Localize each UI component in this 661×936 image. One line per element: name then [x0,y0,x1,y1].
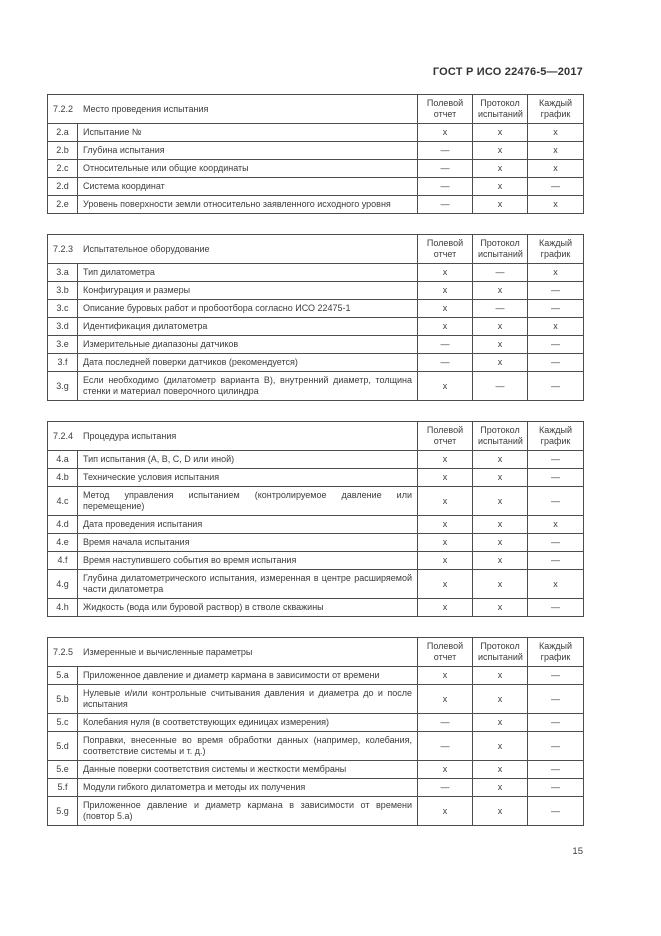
row-description: Данные поверки соответствия системы и жесткости мембраны [78,761,418,779]
mark-cell: x [473,282,528,300]
mark-cell: x [473,178,528,196]
row-description: Жидкость (вода или буровой раствор) в стволе скважины [78,599,418,617]
table-row [48,487,584,516]
row-description: Метод управления испытанием (контролируемое давление или перемещение) [78,487,418,516]
row-id: 4.e [48,534,78,552]
column-header: Протокол испытаний [473,638,528,667]
row-description: Дата проведения испытания [78,516,418,534]
mark-cell: — [528,714,584,732]
row-id: 5.g [48,797,78,826]
table-header-row [48,422,584,451]
table-row [48,178,584,196]
mark-cell: x [473,797,528,826]
mark-cell: — [528,552,584,570]
row-id: 4.g [48,570,78,599]
tables-container [47,94,583,826]
row-description: Идентификация дилатометра [78,318,418,336]
page-number: 15 [572,846,583,857]
table-row [48,300,584,318]
mark-cell: x [473,570,528,599]
row-description: Модули гибкого дилатометра и методы их получения [78,779,418,797]
row-description: Приложенное давление и диаметр кармана в зависимости от времени (повтор 5.а) [78,797,418,826]
row-id: 5.e [48,761,78,779]
table-row [48,516,584,534]
mark-cell: — [528,599,584,617]
mark-cell: x [418,264,473,282]
mark-cell: — [528,534,584,552]
mark-cell: x [528,570,584,599]
mark-cell: — [528,667,584,685]
table-row [48,469,584,487]
mark-cell: — [528,779,584,797]
table-row [48,264,584,282]
row-description: Время наступившего события во время испытания [78,552,418,570]
row-id: 3.f [48,354,78,372]
table-row [48,570,584,599]
mark-cell: x [418,124,473,142]
mark-cell: x [473,667,528,685]
table-row [48,552,584,570]
row-description: Уровень поверхности земли относительно заявленного исходного уровня [78,196,418,214]
row-description: Поправки, внесенные во время обработки данных (например, колебания, соответствие системы и т. д.) [78,732,418,761]
mark-cell: x [473,685,528,714]
section-number: 7.2.5 [53,646,74,657]
row-id: 2.b [48,142,78,160]
row-id: 2.c [48,160,78,178]
table-row [48,451,584,469]
row-description: Дата последней поверки датчиков (рекомендуется) [78,354,418,372]
table-row [48,761,584,779]
row-id: 2.d [48,178,78,196]
mark-cell: x [418,300,473,318]
table-header-row [48,95,584,124]
column-header: Каждый график [528,95,584,124]
mark-cell: x [528,318,584,336]
mark-cell: x [473,336,528,354]
row-description: Относительные или общие координаты [78,160,418,178]
section-header-cell [48,235,418,264]
mark-cell: x [473,196,528,214]
mark-cell: x [418,685,473,714]
table-row [48,142,584,160]
row-description: Тип дилатометра [78,264,418,282]
row-description: Глубина дилатометрического испытания, измеренная в центре расширяемой части дилатометра [78,570,418,599]
mark-cell: x [418,469,473,487]
mark-cell: x [473,487,528,516]
column-header: Полевой отчет [418,422,473,451]
table-row [48,282,584,300]
mark-cell: — [528,300,584,318]
column-header: Протокол испытаний [473,235,528,264]
row-description: Если необходимо (дилатометр варианта В), внутренний диаметр, толщина стенки и материал поверочного цилиндра [78,372,418,401]
mark-cell: — [528,469,584,487]
row-id: 4.d [48,516,78,534]
mark-cell: x [418,516,473,534]
table-row [48,372,584,401]
mark-cell: x [473,761,528,779]
mark-cell: x [473,552,528,570]
table-row [48,354,584,372]
section-header-cell [48,638,418,667]
row-id: 5.b [48,685,78,714]
table-row [48,336,584,354]
mark-cell: x [528,516,584,534]
mark-cell: — [528,685,584,714]
mark-cell: x [473,779,528,797]
row-id: 5.d [48,732,78,761]
table-row [48,196,584,214]
row-description: Приложенное давление и диаметр кармана в зависимости от времени [78,667,418,685]
row-id: 3.a [48,264,78,282]
column-header: Каждый график [528,235,584,264]
mark-cell: x [473,451,528,469]
row-description: Нулевые и/или контрольные считывания давления и диаметра до и после испытания [78,685,418,714]
row-id: 3.g [48,372,78,401]
mark-cell: x [418,451,473,469]
mark-cell: — [528,451,584,469]
row-description: Время начала испытания [78,534,418,552]
mark-cell: — [418,160,473,178]
doc-code: ГОСТ Р ИСО 22476-5—2017 [432,66,583,78]
requirements-table [47,234,584,401]
section-title: Место проведения испытания [83,103,209,114]
mark-cell: — [473,264,528,282]
table-header-row [48,235,584,264]
mark-cell: — [418,732,473,761]
mark-cell: — [418,196,473,214]
row-id: 4.b [48,469,78,487]
row-id: 4.c [48,487,78,516]
row-description: Конфигурация и размеры [78,282,418,300]
row-id: 3.c [48,300,78,318]
mark-cell: x [418,667,473,685]
row-description: Система координат [78,178,418,196]
mark-cell: x [473,160,528,178]
mark-cell: — [418,178,473,196]
table-row [48,685,584,714]
row-id: 3.e [48,336,78,354]
table-row [48,160,584,178]
mark-cell: x [528,264,584,282]
mark-cell: — [418,714,473,732]
section-title: Измеренные и вычисленные параметры [83,646,253,657]
mark-cell: x [418,282,473,300]
column-header: Протокол испытаний [473,422,528,451]
table-row [48,124,584,142]
column-header: Протокол испытаний [473,95,528,124]
mark-cell: — [473,300,528,318]
requirements-table [47,637,584,826]
requirements-table [47,94,584,214]
row-description: Глубина испытания [78,142,418,160]
mark-cell: x [528,142,584,160]
mark-cell: x [418,372,473,401]
mark-cell: x [473,142,528,160]
row-id: 5.a [48,667,78,685]
mark-cell: — [528,487,584,516]
section-number: 7.2.4 [53,430,74,441]
mark-cell: x [528,160,584,178]
mark-cell: x [473,534,528,552]
mark-cell: — [528,761,584,779]
row-id: 4.h [48,599,78,617]
row-id: 4.f [48,552,78,570]
row-id: 3.b [48,282,78,300]
mark-cell: x [473,469,528,487]
section-number: 7.2.3 [53,243,74,254]
table-row [48,797,584,826]
mark-cell: — [528,178,584,196]
section-header-cell [48,422,418,451]
row-id: 4.a [48,451,78,469]
requirements-table [47,421,584,617]
mark-cell: x [473,714,528,732]
section-title: Испытательное оборудование [83,243,210,254]
table-row [48,318,584,336]
row-id: 5.f [48,779,78,797]
mark-cell: — [528,282,584,300]
mark-cell: x [473,732,528,761]
table-row [48,779,584,797]
section-title: Процедура испытания [83,430,177,441]
row-id: 2.a [48,124,78,142]
row-description: Тип испытания (А, В, С, D или иной) [78,451,418,469]
column-header: Полевой отчет [418,638,473,667]
column-header: Полевой отчет [418,235,473,264]
mark-cell: x [473,318,528,336]
row-id: 2.e [48,196,78,214]
table-row [48,732,584,761]
mark-cell: x [418,797,473,826]
mark-cell: x [418,570,473,599]
mark-cell: x [418,318,473,336]
mark-cell: x [418,487,473,516]
table-header-row [48,638,584,667]
table-row [48,667,584,685]
row-description: Измерительные диапазоны датчиков [78,336,418,354]
column-header: Полевой отчет [418,95,473,124]
mark-cell: — [528,336,584,354]
table-row [48,714,584,732]
mark-cell: x [418,552,473,570]
mark-cell: x [528,196,584,214]
row-description: Колебания нуля (в соответствующих единицах измерения) [78,714,418,732]
mark-cell: — [528,797,584,826]
row-description: Испытание № [78,124,418,142]
row-id: 5.c [48,714,78,732]
mark-cell: — [418,354,473,372]
table-row [48,534,584,552]
mark-cell: — [418,336,473,354]
row-description: Технические условия испытания [78,469,418,487]
mark-cell: x [528,124,584,142]
mark-cell: — [528,372,584,401]
mark-cell: — [528,732,584,761]
section-header-cell [48,95,418,124]
row-id: 3.d [48,318,78,336]
mark-cell: x [473,516,528,534]
mark-cell: x [473,124,528,142]
mark-cell: — [418,779,473,797]
column-header: Каждый график [528,638,584,667]
mark-cell: — [528,354,584,372]
mark-cell: x [473,354,528,372]
mark-cell: — [473,372,528,401]
mark-cell: x [418,534,473,552]
row-description: Описание буровых работ и пробоотбора согласно ИСО 22475-1 [78,300,418,318]
column-header: Каждый график [528,422,584,451]
mark-cell: x [418,599,473,617]
section-number: 7.2.2 [53,103,74,114]
mark-cell: x [473,599,528,617]
mark-cell: x [418,761,473,779]
mark-cell: — [418,142,473,160]
table-row [48,599,584,617]
